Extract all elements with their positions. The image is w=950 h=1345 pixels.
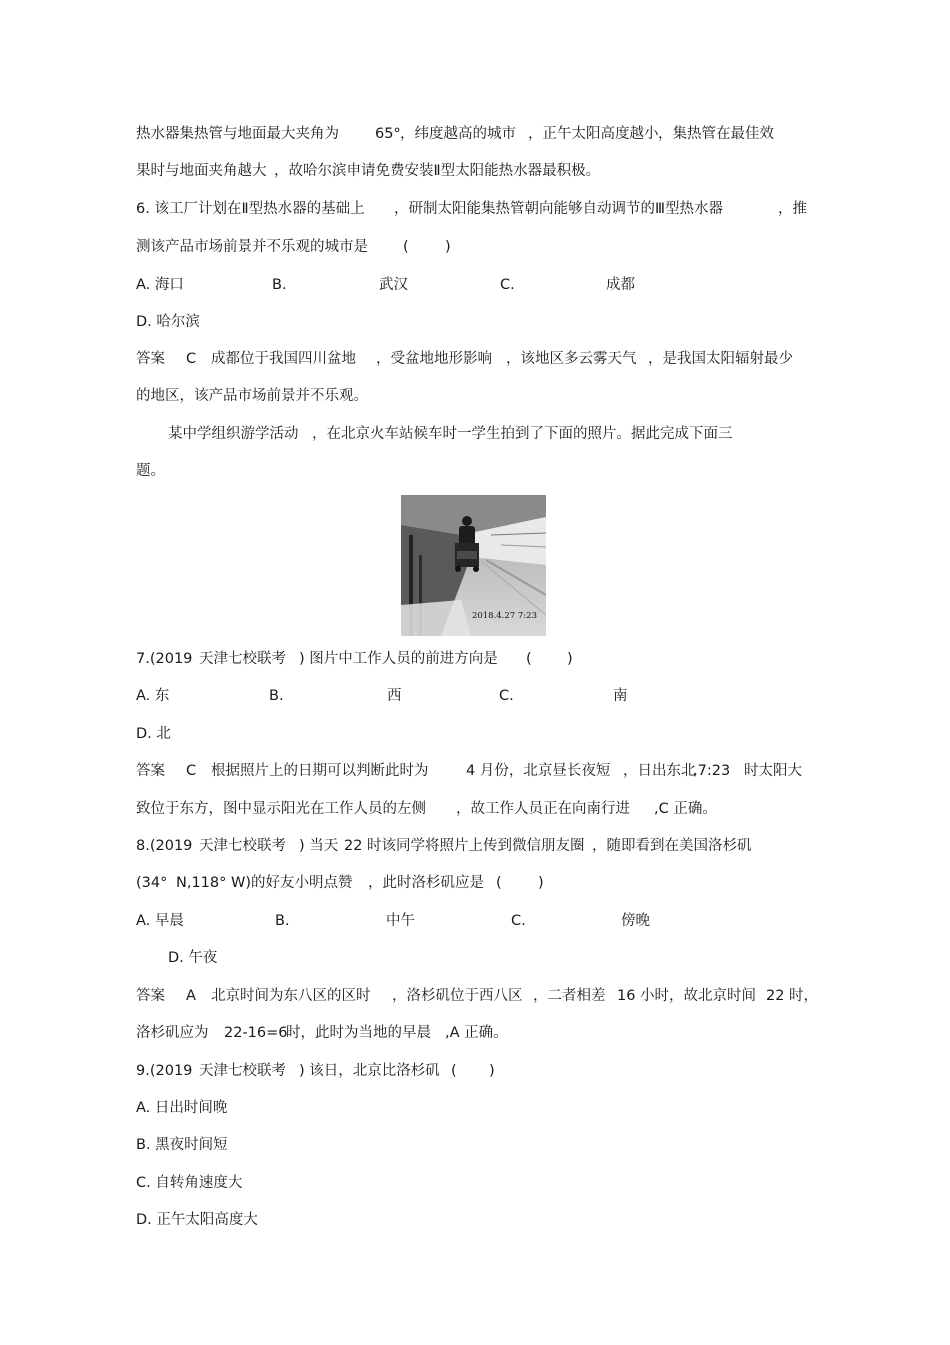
option-d: D. 午夜 — [168, 950, 218, 966]
text-segment: ( — [526, 651, 532, 667]
text-segment: 时太阳大 — [744, 763, 802, 779]
text-segment: ( — [496, 875, 502, 891]
source-label: 天津七校联考 — [199, 838, 286, 854]
text-segment: 9.(2019 — [136, 1063, 193, 1079]
text-segment: 22-16=6 — [224, 1025, 288, 1041]
text-segment: 时，此时为当地的早晨 — [286, 1025, 431, 1041]
option-c-label: C. — [499, 688, 514, 704]
option-a: A. 东 — [136, 688, 170, 704]
text-segment: 65° — [375, 126, 401, 142]
text-segment: 7.(2019 — [136, 651, 193, 667]
option-c-label: C. — [511, 913, 526, 929]
text-segment: W)的好友小明点赞 — [231, 875, 353, 891]
text-segment: 测该产品市场前景并不乐观的城市是 — [136, 239, 368, 255]
text-segment: 4 月份，北京昼长夜短 — [466, 763, 611, 779]
text-segment: 22 时该同学将照片上传到微信朋友圈 — [344, 838, 585, 854]
source-label: 天津七校联考 — [199, 1063, 286, 1079]
text-segment: ，纬度越高的城市 — [400, 126, 516, 142]
text-segment: ，日出东北 — [623, 763, 696, 779]
answer-label: 答案 — [136, 351, 165, 367]
text-segment: 根据照片上的日期可以判断此时为 — [211, 763, 429, 779]
intro-paragraph-cont: 题。 — [136, 463, 165, 479]
text-segment: 果时与地面夹角越大 — [136, 163, 267, 179]
option-b-label: B. — [275, 913, 290, 929]
text-segment: ) 该日，北京比洛杉矶 — [299, 1063, 440, 1079]
photo-timestamp: 2018.4.27 7:23 — [471, 611, 537, 621]
text-segment: 热水器集热管与地面最大夹角为 — [136, 126, 339, 142]
text-segment: ，在北京火车站候车时一学生拍到了下面的照片。据此完成下面三 — [312, 426, 733, 442]
text-segment: ，研制太阳能集热管朝向能够自动调节的Ⅲ型热水器 — [394, 201, 723, 217]
station-photo — [401, 495, 546, 636]
option-a: A. 早晨 — [136, 913, 184, 929]
text-segment: ，故工作人员正在向南行进 — [456, 801, 630, 817]
option-a: A. 日出时间晚 — [136, 1100, 228, 1116]
text-segment: ) — [445, 239, 451, 255]
text-segment: ,7:23 — [693, 763, 731, 779]
text-segment: 8.(2019 — [136, 838, 193, 854]
option-c-text: 傍晚 — [621, 913, 650, 929]
question-6-answer-cont: 的地区，该产品市场前景并不乐观。 — [136, 388, 368, 404]
option-c-text: 南 — [613, 688, 628, 704]
option-b: B. 黑夜时间短 — [136, 1137, 228, 1153]
text-segment: ) — [567, 651, 573, 667]
option-c-text: 成都 — [606, 277, 635, 293]
text-segment: ) 当天 — [299, 838, 339, 854]
text-segment: (34° — [136, 875, 168, 891]
text-segment: ，随即看到在美国洛杉矶 — [592, 838, 752, 854]
answer-choice: C — [186, 351, 197, 367]
text-segment: ，此时洛杉矶应是 — [368, 875, 484, 891]
text-segment: ，推 — [778, 201, 807, 217]
option-c: C. 自转角速度大 — [136, 1175, 243, 1191]
intro-paragraph — [168, 424, 733, 484]
text-segment: ,A 正确。 — [445, 1025, 508, 1041]
text-segment: ，受盆地地形影响 — [376, 351, 492, 367]
option-a: A. 海口 — [136, 277, 184, 293]
text-segment: ，正午太阳高度越小 — [528, 126, 659, 142]
text-segment: ) — [489, 1063, 495, 1079]
text-segment: ) 图片中工作人员的前进方向是 — [299, 651, 498, 667]
source-label: 天津七校联考 — [199, 651, 286, 667]
option-b-text: 武汉 — [379, 277, 408, 293]
answer-choice: C — [186, 763, 197, 779]
text-segment: ，二者相差 — [533, 988, 606, 1004]
text-segment: ，故哈尔滨申请免费安装Ⅱ型太阳能热水器最积极。 — [274, 163, 601, 179]
text-segment: ，是我国太阳辐射最少 — [648, 351, 793, 367]
option-b-label: B. — [269, 688, 284, 704]
text-segment: 16 小时，故北京时间 — [617, 988, 757, 1004]
answer-label: 答案 — [136, 763, 165, 779]
text-segment: ，该地区多云雾天气 — [506, 351, 637, 367]
text-segment: 6. 该工厂计划在Ⅱ型热水器的基础上 — [136, 201, 365, 217]
text-segment: 成都位于我国四川盆地 — [211, 351, 356, 367]
text-segment: ,C 正确。 — [654, 801, 717, 817]
answer-choice: A — [186, 988, 196, 1004]
text-segment: ( — [403, 239, 409, 255]
text-segment: ) — [538, 875, 544, 891]
option-d: D. 正午太阳高度大 — [136, 1212, 258, 1228]
option-b-text: 西 — [387, 688, 402, 704]
option-d: D. 哈尔滨 — [136, 314, 200, 330]
text-segment: 洛杉矶应为 — [136, 1025, 209, 1041]
text-segment: N,118° — [176, 875, 227, 891]
text-segment: 某中学组织游学活动 — [168, 426, 299, 442]
text-segment: 致位于东方，图中显示阳光在工作人员的左侧 — [136, 801, 426, 817]
text-segment: ，集热管在最佳效 — [658, 126, 774, 142]
option-b-label: B. — [272, 277, 287, 293]
option-b-text: 中午 — [386, 913, 415, 929]
text-segment: 22 时， — [766, 988, 819, 1004]
text-segment: 北京时间为东八区的区时 — [211, 988, 371, 1004]
text-segment: ，洛杉矶位于西八区 — [392, 988, 523, 1004]
text-segment: ( — [451, 1063, 457, 1079]
option-d: D. 北 — [136, 726, 171, 742]
option-c-label: C. — [500, 277, 515, 293]
answer-label: 答案 — [136, 988, 165, 1004]
